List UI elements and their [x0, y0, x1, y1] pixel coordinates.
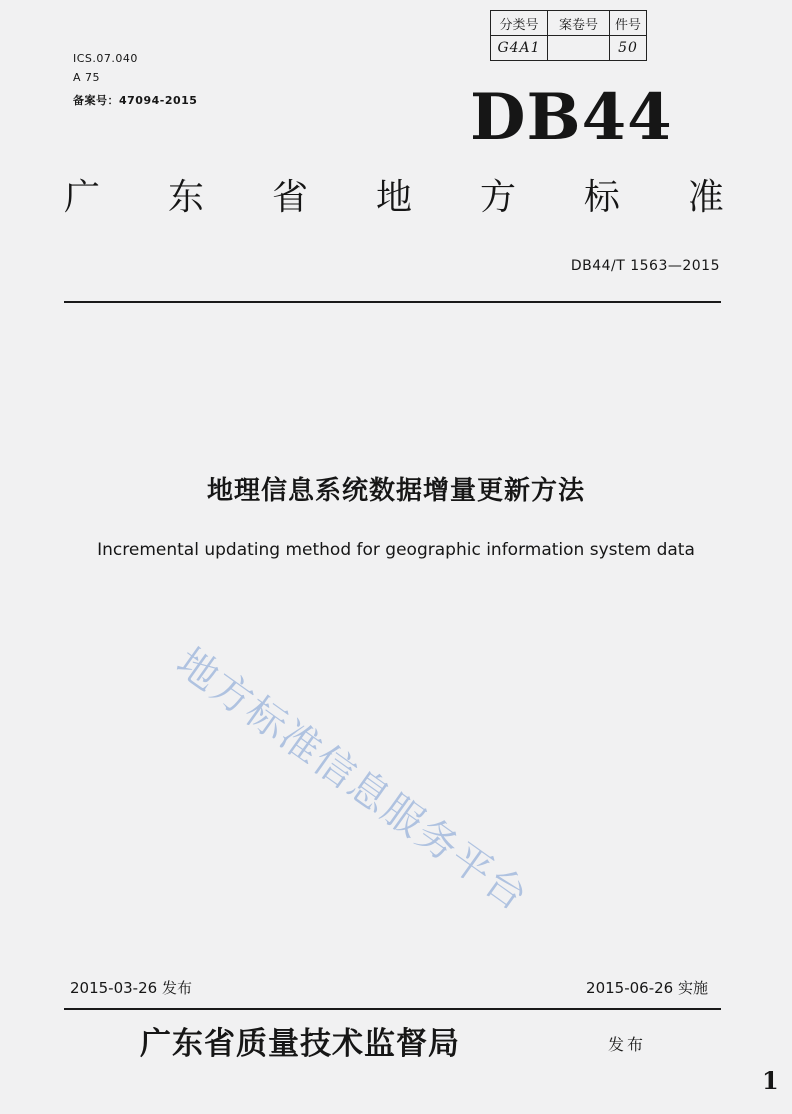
stamp-header-category: 分类号 [491, 11, 548, 36]
stamp-header-item: 件号 [610, 11, 647, 36]
top-divider [64, 301, 721, 303]
standard-number: DB44/T 1563—2015 [570, 258, 720, 274]
heading-char: 标 [583, 177, 620, 218]
stamp-value-file [548, 36, 610, 61]
issue-label: 发布 [608, 1035, 647, 1054]
record-number: 备案号：47094-2015 [73, 94, 198, 107]
heading-char: 准 [687, 177, 724, 218]
heading-char: 东 [167, 177, 204, 218]
heading-char: 地 [375, 177, 412, 218]
bottom-divider [64, 1008, 721, 1010]
document-title-cn: 地理信息系统数据增量更新方法 [206, 476, 585, 506]
archive-stamp [490, 10, 647, 61]
stamp-value-category: G4A1 [491, 36, 548, 61]
provincial-standard-heading [64, 176, 724, 220]
stamp-value-item: 50 [610, 36, 647, 61]
publish-date: 2015-03-26 发布 [70, 979, 192, 997]
document-title-en: Incremental updating method for geographic information system data [97, 540, 695, 560]
heading-char: 方 [479, 177, 516, 218]
page-number: 1 [762, 1066, 779, 1095]
watermark: 地方标准信息服务平台 [168, 639, 537, 921]
heading-char: 省 [271, 177, 308, 218]
db44-logo: DB44 [470, 80, 673, 155]
ics-code: ICS.07.040 [73, 52, 138, 65]
stamp-header-file: 案卷号 [548, 11, 610, 36]
implement-date: 2015-06-26 实施 [586, 979, 708, 997]
ccs-code: A 75 [73, 71, 101, 84]
heading-char: 广 [64, 177, 101, 218]
issuing-authority: 广东省质量技术监督局 [140, 1026, 460, 1062]
